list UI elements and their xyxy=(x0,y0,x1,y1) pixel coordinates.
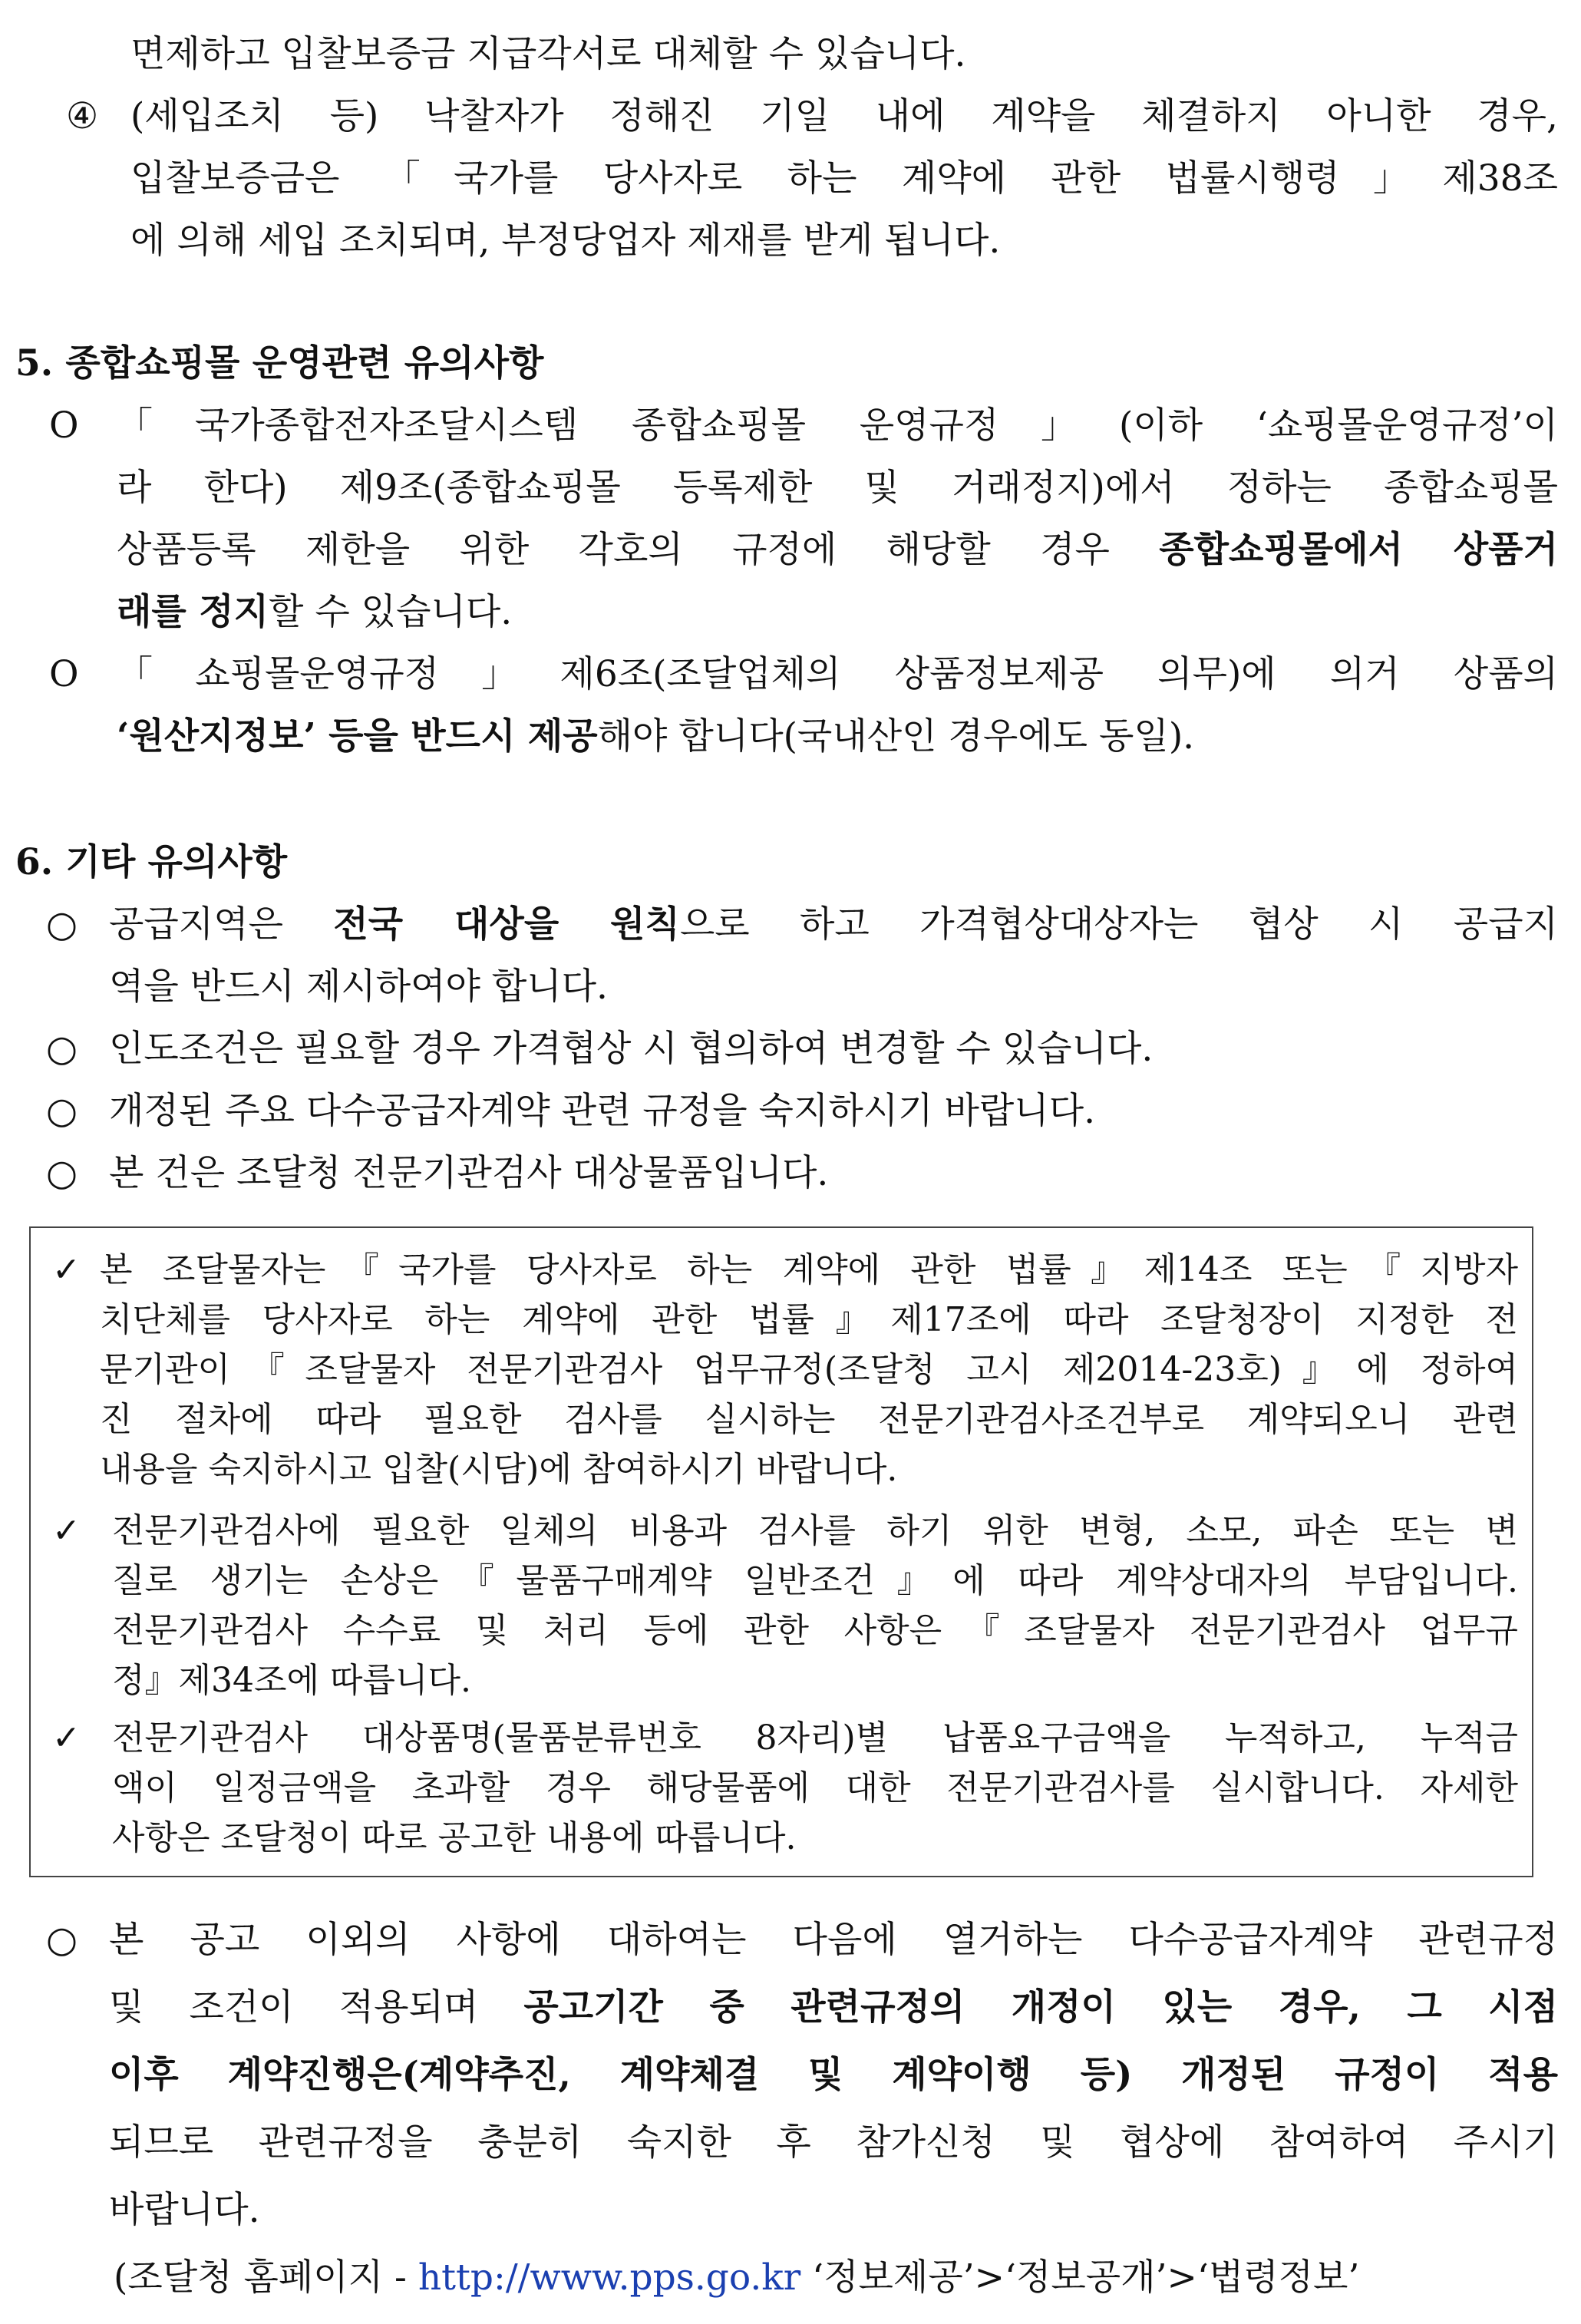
item-4-line-3: 에 의해 세입 조치되며, 부정당업자 제재를 받게 됩니다. xyxy=(130,220,1001,262)
s6-b2-line: 인도조건은 필요할 경우 가격협상 시 협의하여 변경할 수 있습니다. xyxy=(109,1028,1154,1070)
s6-bullet-4 xyxy=(0,1142,1581,1204)
section-5-heading: 5. 종합쇼핑몰 운영관련 유의사항 xyxy=(15,342,544,385)
closing-line-2-bold: 공고기간 중 관련규정의 개정이 있는 경우, 그 시점 xyxy=(523,1986,1558,2029)
bullet-marker: O xyxy=(49,653,79,695)
s6-b1-line-2: 역을 반드시 제시하여야 합니다. xyxy=(109,966,608,1008)
notice-3-line-3: 사항은 조달청이 따로 공고한 내용에 따릅니다. xyxy=(112,1818,797,1857)
s5-p1-line-4 xyxy=(117,581,1581,643)
closing-line-2 xyxy=(109,1974,1558,2042)
pps-website-link[interactable]: http://www.pps.go.kr xyxy=(418,2256,801,2299)
section-5-paragraph-2 xyxy=(0,643,1581,768)
check-icon: ✓ xyxy=(52,1718,81,1758)
s6-b1-bold: 전국 대상을 원칙 xyxy=(333,903,680,946)
notice-item-1 xyxy=(31,1245,1535,1494)
bullet-marker: ○ xyxy=(46,1919,78,1961)
s6-b1-text-a: 공급지역은 xyxy=(109,903,334,946)
section-6-heading: 6. 기타 유의사항 xyxy=(15,841,288,883)
inspection-notice-box xyxy=(29,1226,1533,1877)
bullet-marker: ○ xyxy=(46,1152,78,1194)
s5-p1-line-1: 「국가종합전자조달시스템 종합쇼핑몰 운영규정」(이하 ‘쇼핑몰운영규정’이 xyxy=(117,404,1558,447)
notice-1-line-1: 본 조달물자는『국가를 당사자로 하는 계약에 관한 법률』제14조 또는『지방자 xyxy=(100,1250,1518,1289)
check-icon: ✓ xyxy=(52,1250,81,1289)
s6-b4-line: 본 건은 조달청 전문기관검사 대상물품입니다. xyxy=(109,1152,829,1194)
closing-line-3: 이후 계약진행은(계약추진, 계약체결 및 계약이행 등) 개정된 규정이 적용 xyxy=(109,2054,1558,2096)
s6-bullet-1 xyxy=(0,893,1581,1018)
notice-2-line-4: 정』제34조에 따릅니다. xyxy=(112,1661,471,1700)
notice-1-line-5: 내용을 숙지하시고 입찰(시담)에 참여하시기 바랍니다. xyxy=(100,1450,898,1489)
closing-line-5: 바랍니다. xyxy=(109,2189,260,2231)
notice-3-line-2: 액이 일정금액을 초과할 경우 해당물품에 대한 전문기관검사를 실시합니다. 자세한 xyxy=(112,1768,1518,1807)
notice-3-line-1: 전문기관검사 대상품명(물품분류번호 8자리)별 납품요구금액을 누적하고, 누적금 xyxy=(112,1718,1518,1758)
intro-line: 면제하고 입찰보증금 지급각서로 대체할 수 있습니다. xyxy=(130,33,966,75)
s5-p2-line-2 xyxy=(117,705,1581,768)
s5-p1-line-4-bold: 래를 정지 xyxy=(117,591,269,633)
bullet-marker: ○ xyxy=(46,1028,78,1070)
item-4-line-1: (세입조치 등) 낙찰자가 정해진 기일 내에 계약을 체결하지 아니한 경우, xyxy=(130,95,1558,137)
notice-item-2 xyxy=(31,1506,1535,1705)
section-5-paragraph-1 xyxy=(0,394,1581,643)
closing-line-4: 되므로 관련규정을 충분히 숙지한 후 참가신청 및 협상에 참여하여 주시기 xyxy=(109,2121,1558,2164)
s6-b3-line: 개정된 주요 다수공급자계약 관련 규정을 숙지하시기 바랍니다. xyxy=(109,1090,1096,1132)
bullet-marker: ○ xyxy=(46,903,78,946)
s5-p1-line-2: 라 한다) 제9조(종합쇼핑몰 등록제한 및 거래정지)에서 정하는 종합쇼핑몰 xyxy=(117,467,1558,509)
s6-b1-line-1 xyxy=(109,893,1558,956)
s5-p1-line-3 xyxy=(117,519,1558,581)
notice-item-3 xyxy=(31,1713,1535,1863)
notice-2-line-1: 전문기관검사에 필요한 일체의 비용과 검사를 하기 위한 변형, 소모, 파손 또는 변 xyxy=(112,1511,1518,1550)
s5-p2-line-2-text: 해야 합니다(국내산인 경우에도 동일). xyxy=(597,715,1195,758)
notice-1-line-4: 진 절차에 따라 필요한 검사를 실시하는 전문기관검사조건부로 계약되오니 관련 xyxy=(100,1400,1518,1439)
s6-b1-text-b: 으로 하고 가격협상대상자는 협상 시 공급지 xyxy=(679,903,1559,946)
item-4 xyxy=(0,85,1581,272)
s6-bullet-2 xyxy=(0,1018,1581,1080)
check-icon: ✓ xyxy=(52,1511,81,1550)
reference-path: ‘정보제공’>‘정보공개’>‘법령정보’ xyxy=(800,2256,1360,2299)
item-4-line-2: 입찰보증금은 「국가를 당사자로 하는 계약에 관한 법률시행령」제38조 xyxy=(130,157,1558,200)
notice-1-line-3: 문기관이『조달물자 전문기관검사 업무규정(조달청 고시 제2014-23호)』에 정하여 xyxy=(100,1350,1518,1389)
intro-continuation xyxy=(0,23,1581,85)
item-4-marker: ④ xyxy=(66,95,99,137)
closing-line-1: 본 공고 이외의 사항에 대하여는 다음에 열거하는 다수공급자계약 관련규정 xyxy=(109,1919,1558,1961)
bullet-marker: ○ xyxy=(46,1090,78,1132)
pps-reference xyxy=(114,2244,1581,2312)
s5-p2-line-1: 「쇼핑몰운영규정」제6조(조달업체의 상품정보제공 의무)에 의거 상품의 xyxy=(117,653,1558,695)
notice-1-line-2: 치단체를 당사자로 하는 계약에 관한 법률』제17조에 따라 조달청장이 지정한 전 xyxy=(100,1300,1518,1339)
closing-line-2-text: 및 조건이 적용되며 xyxy=(109,1986,524,2029)
s5-p2-line-2-bold: ‘원산지정보’ 등을 반드시 제공 xyxy=(117,715,598,758)
s5-p1-line-3-bold: 종합쇼핑몰에서 상품거 xyxy=(1159,529,1558,571)
s6-bullet-3 xyxy=(0,1080,1581,1142)
bullet-marker: O xyxy=(49,404,79,447)
notice-2-line-2: 질로 생기는 손상은『물품구매계약 일반조건』에 따라 계약상대자의 부담입니다. xyxy=(112,1561,1518,1600)
s5-p1-line-3-text: 상품등록 제한을 위한 각호의 규정에 해당할 경우 xyxy=(117,529,1160,571)
closing-paragraph xyxy=(0,1906,1581,2312)
reference-prefix: (조달청 홈페이지 - xyxy=(114,2256,418,2299)
notice-2-line-3: 전문기관검사 수수료 및 처리 등에 관한 사항은『조달물자 전문기관검사 업무규 xyxy=(112,1611,1518,1650)
s5-p1-line-4-text: 할 수 있습니다. xyxy=(268,591,513,633)
